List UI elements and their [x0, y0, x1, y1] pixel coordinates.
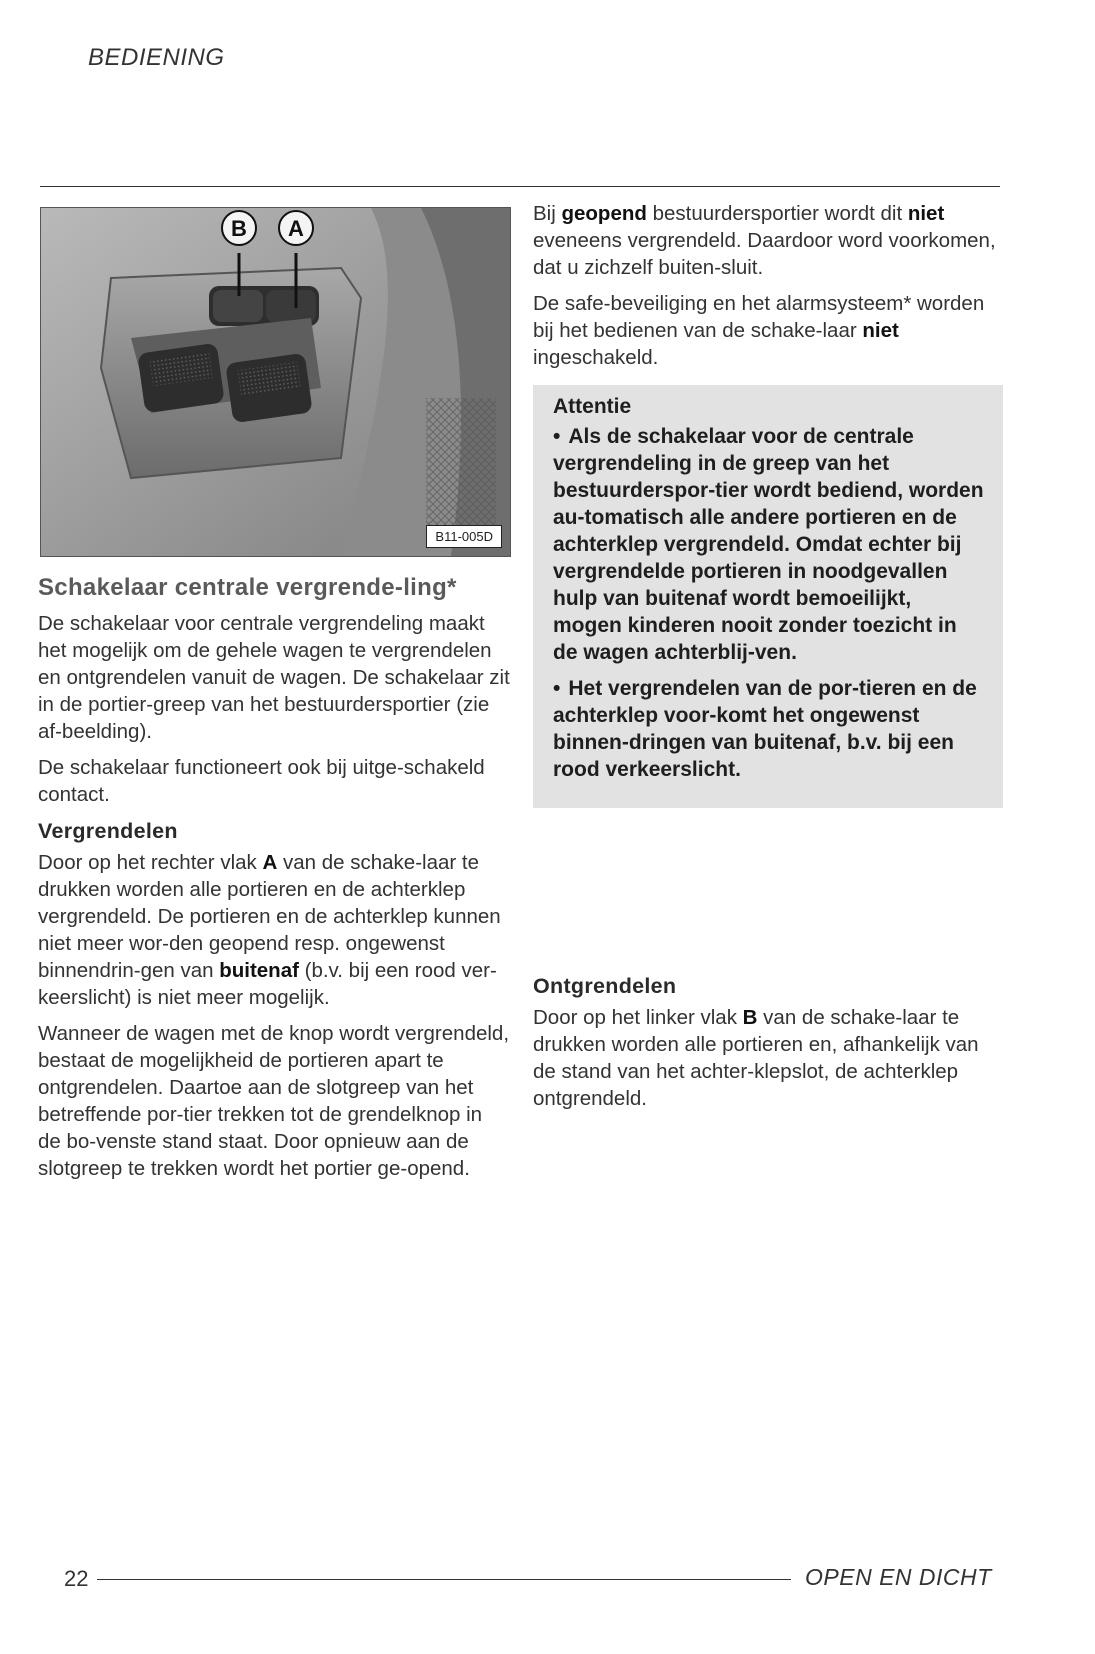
- ontgrendelen-heading: Ontgrendelen: [533, 974, 677, 998]
- running-header: BEDIENING: [88, 44, 225, 71]
- paragraph-intro: De schakelaar voor centrale vergrendeling maakt het mogelijk om de gehele wagen te vergrendelen en ontgrendelen vanuit de wagen. De schakelaar zit in de portier-greep van het bestuurdersportier (zie af-beelding).: [38, 612, 510, 743]
- ontgrendelen-section: [533, 968, 1003, 1121]
- door-switch-illustration: [41, 208, 510, 556]
- paragraph-knop: Wanneer de wagen met de knop wordt vergrendeld, bestaat de mogelijkheid de portieren apart te ontgrendelen. Daartoe aan de slotgreep van het betreffende por-tier trekken tot de grendelknop in de bo-venste stand staat. Door opnieuw aan de slotgreep te trekken wordt het portier ge-opend.: [38, 1022, 510, 1180]
- section-heading: Schakelaar centrale vergrende-ling*: [38, 574, 457, 601]
- figure-code: B11-005D: [426, 525, 502, 548]
- warning-item: • Als de schakelaar voor de centrale vergrendeling in de greep van het bestuurderspor-tier wordt bediend, worden au-tomatisch alle andere portieren en de achterklep vergrendeld. Omdat echter bij vergrendelde portieren in noodgevallen hulp van buitenaf wordt bemoeilijkt, mogen kinderen nooit zonder toezicht in de wagen achterblij-ven.: [553, 425, 984, 664]
- label-b: B: [231, 216, 247, 241]
- warning-box: [533, 385, 1003, 808]
- paragraph-ontgrendelen: Door op het linker vlak B van de schake-laar te drukken worden alle portieren en, afhankelijk van de stand van het achter-klepslot, de achterklep ontgrendeld.: [533, 1006, 979, 1110]
- vergrendelen-heading: Vergrendelen: [38, 819, 178, 843]
- running-footer: OPEN EN DICHT: [805, 1564, 992, 1590]
- paragraph-vergrendelen: Door op het rechter vlak A van de schake-laar te drukken worden alle portieren en de achterklep vergrendeld. De portieren en de achterklep kunnen niet meer wor-den geopend resp. ongewenst binnendrin-gen van buitenaf (b.v. bij een rood ver-keerslicht) is niet meer mogelijk.: [38, 851, 501, 1009]
- paragraph-geopend: Bij geopend bestuurdersportier wordt dit niet eveneens vergrendeld. Daardoor word voorkomen, dat u zichzelf buiten-sluit.: [533, 202, 996, 279]
- top-rule: [40, 186, 1000, 187]
- bullet-icon: •: [553, 677, 561, 700]
- paragraph-safe: De safe-beveiliging en het alarmsysteem* worden bij het bedienen van de schake-laar niet ingeschakeld.: [533, 292, 985, 369]
- label-a: A: [288, 216, 304, 241]
- warning-item: • Het vergrendelen van de por-tieren en de achterklep voor-komt het ongewenst binnen-dringen van buitenaf, b.v. bij een rood verkeerslicht.: [553, 677, 977, 781]
- page-number: 22: [64, 1566, 89, 1591]
- right-column: [533, 200, 1003, 808]
- warning-title: Attentie: [553, 395, 632, 418]
- switch-photo: [40, 207, 511, 557]
- paragraph-contact: De schakelaar functioneert ook bij uitge-schakeld contact.: [38, 756, 485, 806]
- footer-rule: [97, 1579, 791, 1580]
- left-column: [38, 572, 510, 1191]
- bullet-icon: •: [553, 425, 561, 448]
